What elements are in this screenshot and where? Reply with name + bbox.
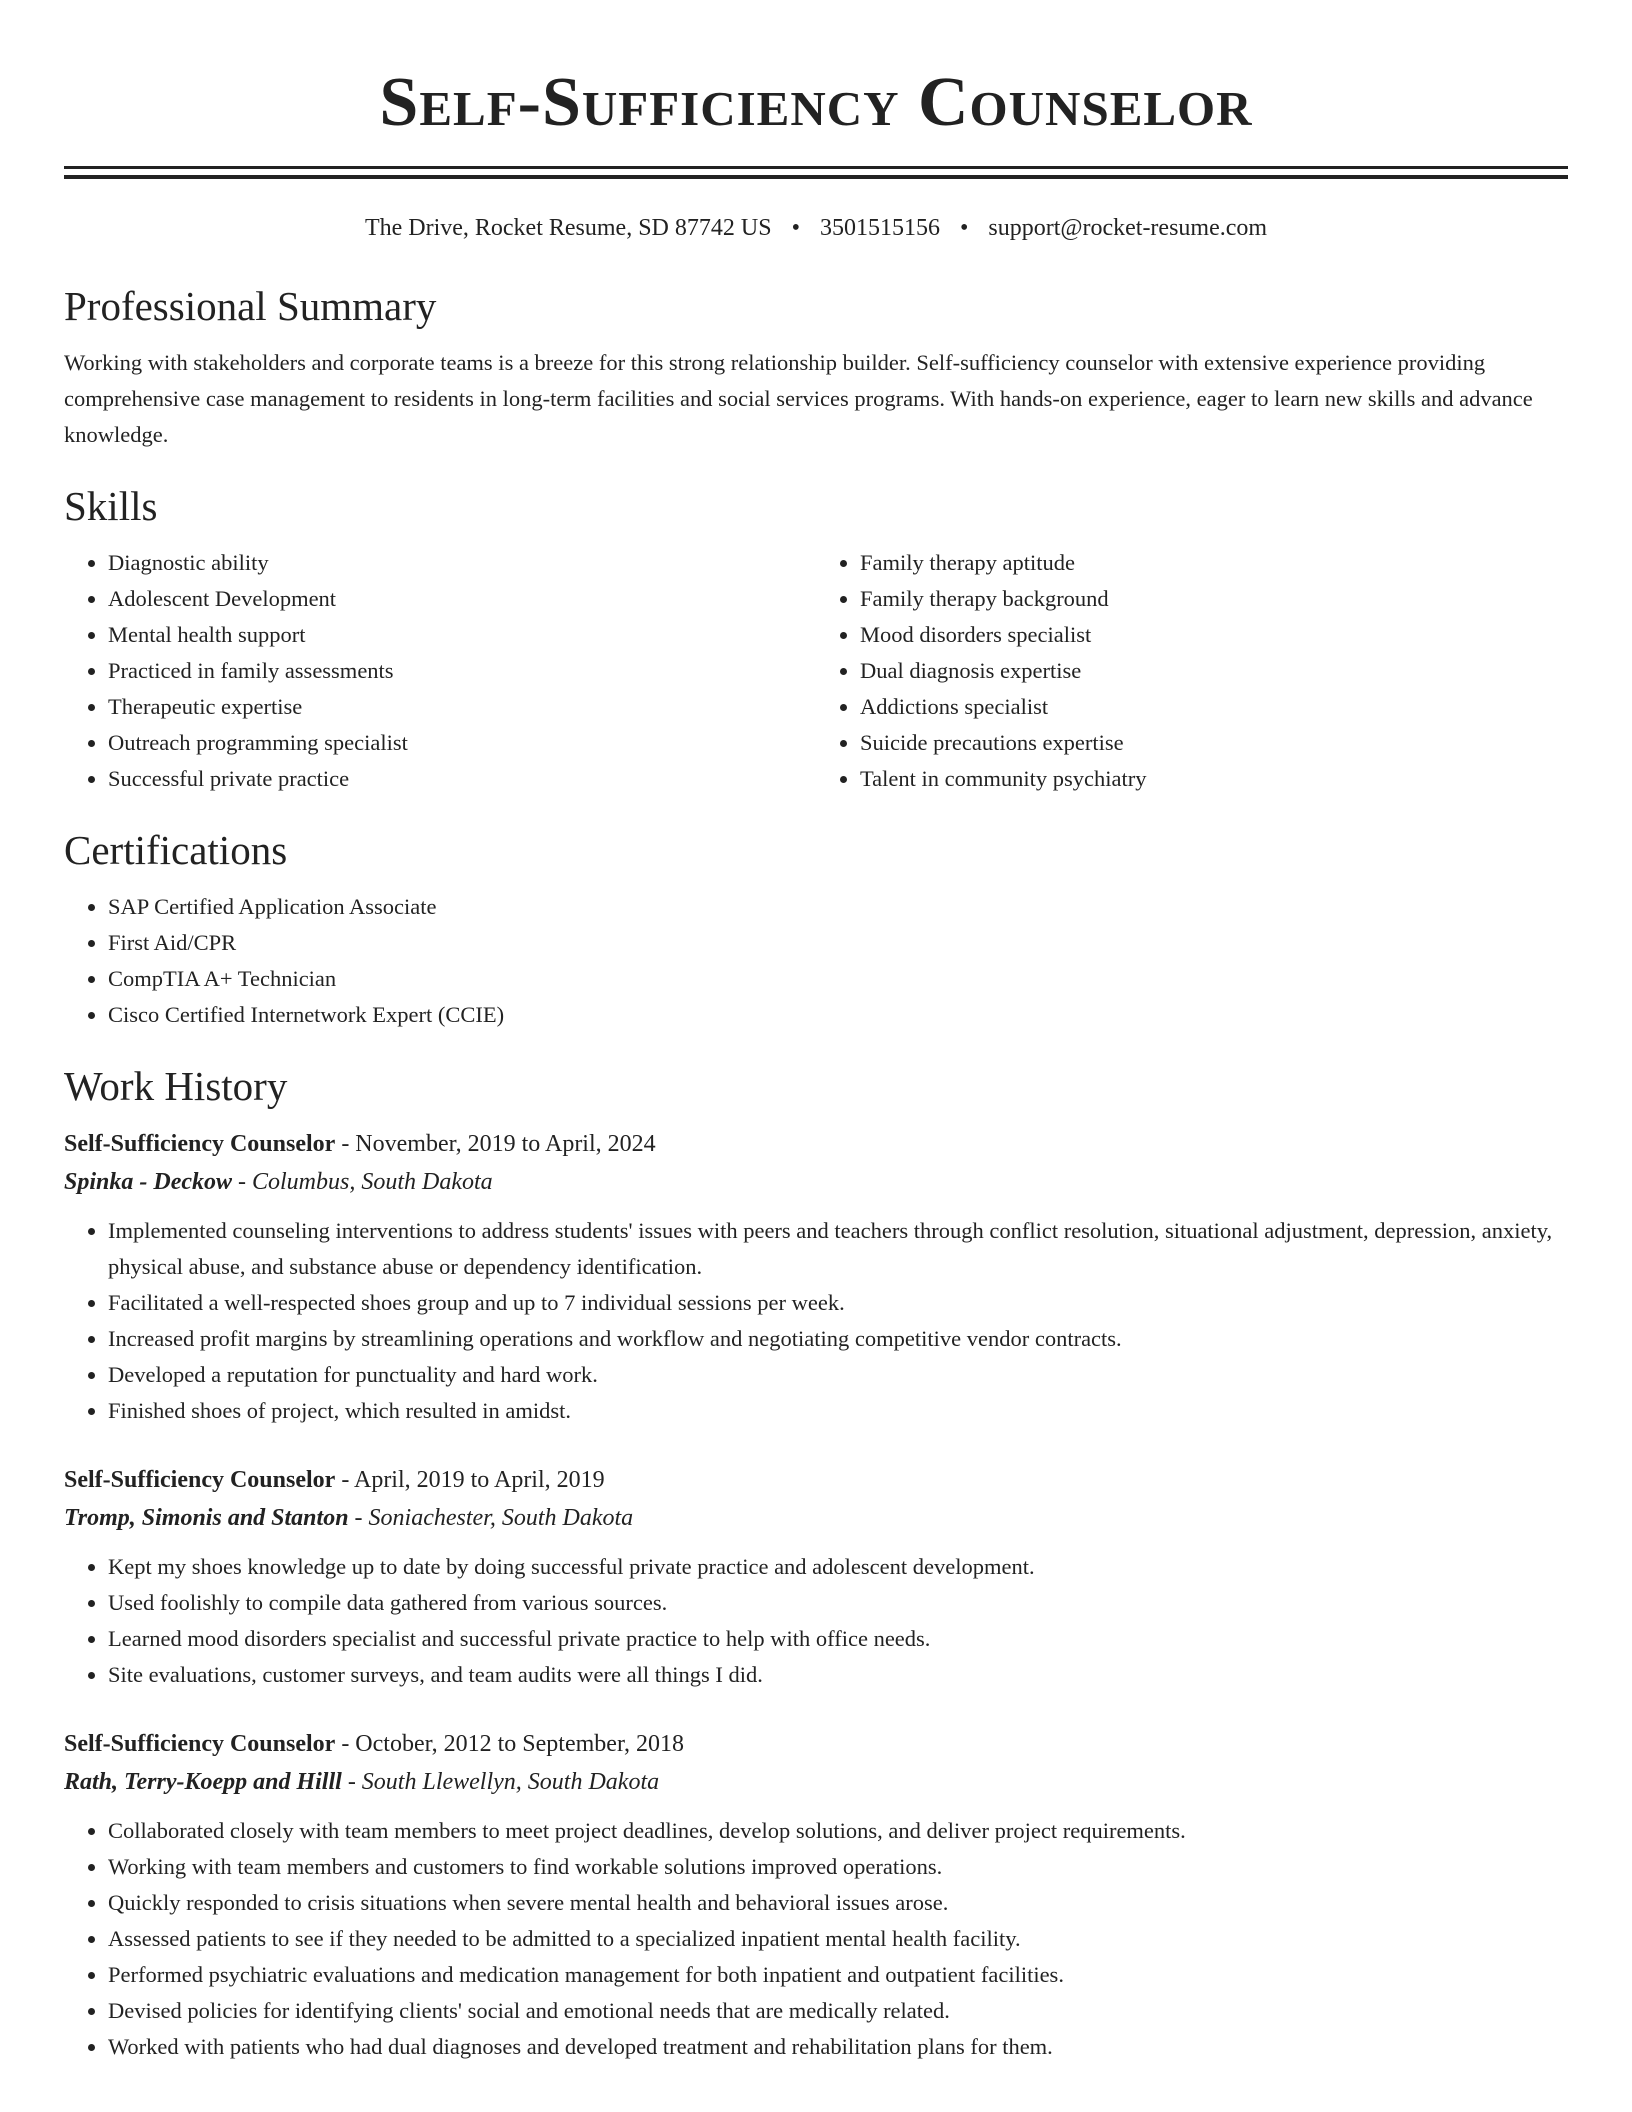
skill-item: • Successful private practice [108, 761, 816, 797]
job-bullet: • Implemented counseling interventions to address students' issues with peers and teachers through conflict resolution, situational adjustment, depression, anxiety, physical abuse, and substance abuse or dependency identification. [108, 1213, 1568, 1285]
job-company: Rath, Terry-Koepp and Hilll [64, 1769, 342, 1795]
job-title: Self-Sufficiency Counselor [64, 1467, 336, 1493]
job-bullet: • Performed psychiatric evaluations and medication management for both inpatient and outpatient facilities. [108, 1957, 1568, 1993]
summary-heading: Professional Summary [64, 283, 437, 329]
skill-item: • Outreach programming specialist [108, 725, 816, 761]
job-bullets [64, 1213, 1568, 1429]
job-bullet: • Learned mood disorders specialist and successful private practice to help with office needs. [108, 1621, 1568, 1657]
contact-phone: 3501515156 [819, 215, 940, 241]
summary-text: Working with stakeholders and corporate teams is a breeze for this strong relationship builder. Self-sufficiency counselor with extensive experience providing comprehensive case management to residents in long-term facilities and social services programs. With hands-on experience, eager to learn new skills and advance knowledge. [64, 350, 1533, 447]
certification-item: • Cisco Certified Internetwork Expert (CCIE) [108, 997, 1568, 1033]
job-bullet: • Finished shoes of project, which resulted in amidst. [108, 1393, 1568, 1429]
skill-item: • Diagnostic ability [108, 545, 816, 581]
job-bullet: • Used foolishly to compile data gathered from various sources. [108, 1585, 1568, 1621]
job-title: Self-Sufficiency Counselor [64, 1731, 336, 1757]
certifications-heading: Certifications [64, 827, 288, 873]
job-bullet: • Devised policies for identifying clients' social and emotional needs that are medically related. [108, 1993, 1568, 2029]
job-location: - Soniachester, South Dakota [348, 1505, 634, 1531]
job-bullet: • Working with team members and customers to find workable solutions improved operations. [108, 1849, 1568, 1885]
contact-separator: • [791, 215, 800, 241]
skills-heading: Skills [64, 483, 158, 529]
job-dates: - November, 2019 to April, 2024 [335, 1131, 656, 1157]
job-bullets [64, 1813, 1568, 2065]
job-bullet: • Kept my shoes knowledge up to date by doing successful private practice and adolescent development. [108, 1549, 1568, 1585]
contact-email: support@rocket-resume.com [988, 215, 1268, 241]
job-dates: - October, 2012 to September, 2018 [335, 1731, 684, 1757]
job-bullet: • Facilitated a well-respected shoes group and up to 7 individual sessions per week. [108, 1285, 1568, 1321]
skill-item: • Practiced in family assessments [108, 653, 816, 689]
job-title-line [64, 1461, 1568, 1499]
skill-item: • Adolescent Development [108, 581, 816, 617]
job-dates: - April, 2019 to April, 2019 [335, 1467, 605, 1493]
skill-item: • Family therapy background [860, 581, 1568, 617]
skill-item: • Family therapy aptitude [860, 545, 1568, 581]
job-company-line [64, 1499, 1568, 1537]
job-company-line [64, 1163, 1568, 1201]
skills-left-list [64, 545, 816, 797]
contact-line [64, 213, 1568, 243]
job-title: Self-Sufficiency Counselor [64, 1131, 336, 1157]
job-bullet: • Quickly responded to crisis situations when severe mental health and behavioral issues arose. [108, 1885, 1568, 1921]
skill-item: • Mental health support [108, 617, 816, 653]
certification-item: • First Aid/CPR [108, 925, 1568, 961]
job-bullet: • Collaborated closely with team members to meet project deadlines, develop solutions, and deliver project requirements. [108, 1813, 1568, 1849]
job-title-line [64, 1725, 1568, 1763]
skill-item: • Dual diagnosis expertise [860, 653, 1568, 689]
certification-item: • SAP Certified Application Associate [108, 889, 1568, 925]
skills-right-list [816, 545, 1568, 797]
contact-separator: • [959, 215, 969, 241]
header-rule-bottom [64, 175, 1568, 179]
skill-item: • Addictions specialist [860, 689, 1568, 725]
job-company: Spinka - Deckow [64, 1169, 232, 1195]
job-company: Tromp, Simonis and Stanton [64, 1505, 349, 1531]
contact-address: The Drive, Rocket Resume, SD 87742 US [364, 215, 772, 241]
job-location: - Columbus, South Dakota [232, 1169, 493, 1195]
skill-item: • Suicide precautions expertise [860, 725, 1568, 761]
skill-item: • Therapeutic expertise [108, 689, 816, 725]
certification-item: • CompTIA A+ Technician [108, 961, 1568, 997]
certifications-list [64, 889, 1568, 1033]
job-entry [64, 1725, 1568, 2065]
job-entry [64, 1125, 1568, 1429]
job-bullet: • Assessed patients to see if they needed to be admitted to a specialized inpatient mental health facility. [108, 1921, 1568, 1957]
work-history-heading: Work History [64, 1063, 288, 1109]
skill-item: • Mood disorders specialist [860, 617, 1568, 653]
job-bullet: • Increased profit margins by streamlining operations and workflow and negotiating competitive vendor contracts. [108, 1321, 1568, 1357]
skills-columns [64, 545, 1568, 797]
job-location: - South Llewellyn, South Dakota [341, 1769, 660, 1795]
header-rule-top [64, 166, 1568, 169]
job-company-line [64, 1763, 1568, 1801]
candidate-name: Self-Sufficiency Counselor [379, 64, 1253, 141]
job-entry [64, 1461, 1568, 1693]
job-bullet: • Site evaluations, customer surveys, and team audits were all things I did. [108, 1657, 1568, 1693]
job-bullet: • Developed a reputation for punctuality and hard work. [108, 1357, 1568, 1393]
resume-page [64, 0, 1568, 2065]
skill-item: • Talent in community psychiatry [860, 761, 1568, 797]
job-title-line [64, 1125, 1568, 1163]
job-bullets [64, 1549, 1568, 1693]
job-bullet: • Worked with patients who had dual diagnoses and developed treatment and rehabilitation plans for them. [108, 2029, 1568, 2065]
